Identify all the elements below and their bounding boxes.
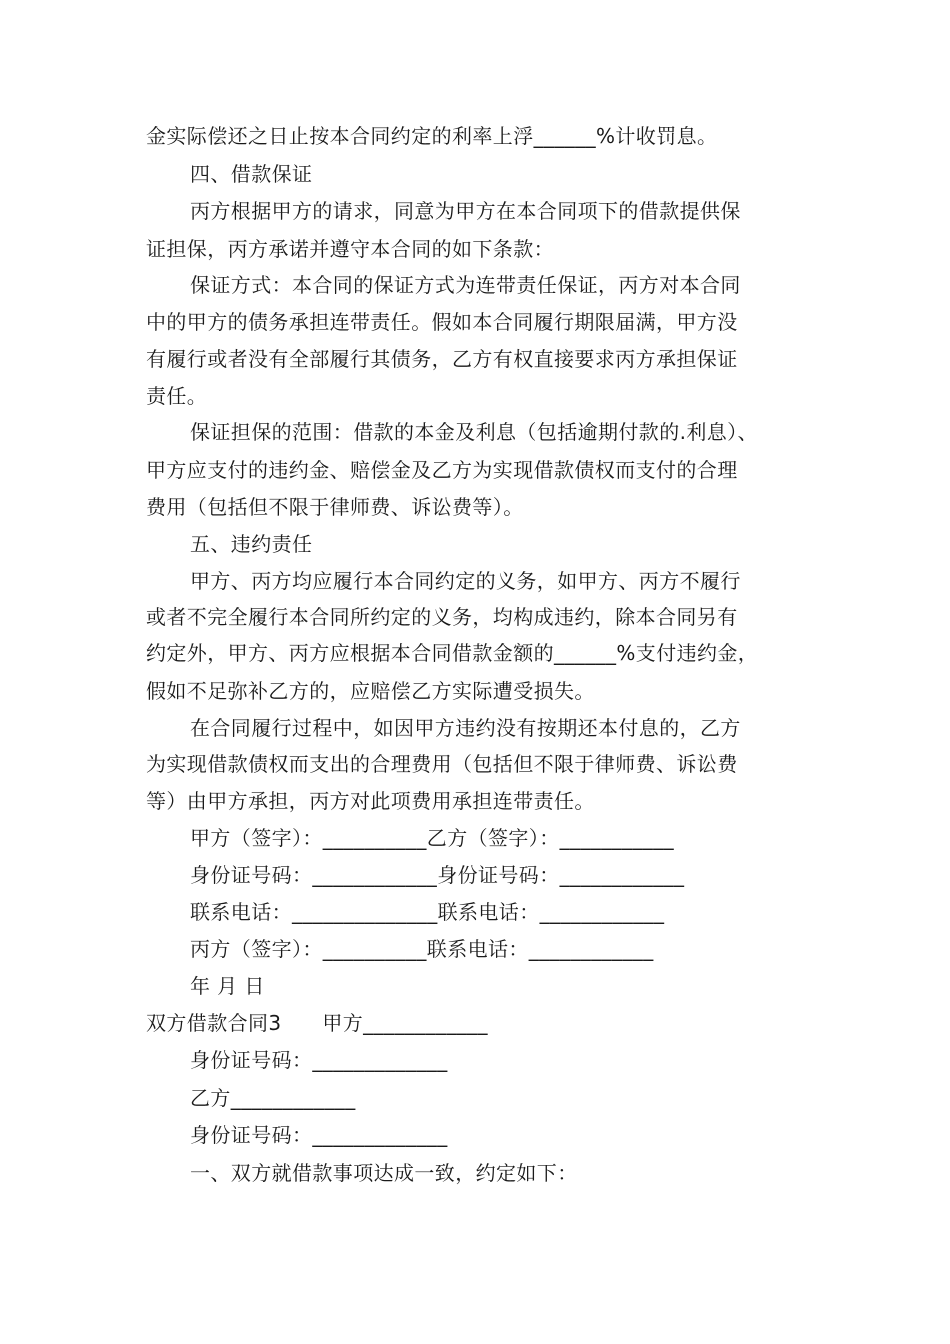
section-heading: 四、借款保证 (190, 162, 313, 186)
phone-line: 联系电话：______________联系电话：____________ (190, 900, 665, 924)
paragraph-line: 有履行或者没有全部履行其债务，乙方有权直接要求丙方承担保证 (146, 347, 738, 371)
paragraph-line: 甲方应支付的违约金、赔偿金及乙方为实现借款债权而支付的合理 (146, 458, 738, 482)
paragraph-line: 中的甲方的债务承担连带责任。假如本合同履行期限届满，甲方没 (146, 310, 738, 334)
date-line: 年 月 日 (190, 974, 265, 998)
id-number-line: 身份证号码：____________身份证号码：____________ (190, 863, 685, 887)
paragraph-line: 保证方式：本合同的保证方式为连带责任保证，丙方对本合同 (190, 273, 741, 297)
paragraph-line: 假如不足弥补乙方的，应赔偿乙方实际遭受损失。 (146, 679, 595, 703)
paragraph-line: 保证担保的范围：借款的本金及利息（包括逾期付款的.利息）、 (190, 420, 758, 444)
paragraph-line: 证担保，丙方承诺并遵守本合同的如下条款： (146, 237, 554, 261)
paragraph-line: 费用（包括但不限于律师费、诉讼费等）。 (146, 495, 524, 519)
section-heading: 一、双方就借款事项达成一致，约定如下： (190, 1161, 578, 1185)
paragraph-line: 丙方根据甲方的请求，同意为甲方在本合同项下的借款提供保 (190, 199, 741, 223)
paragraph-line: 等）由甲方承担，丙方对此项费用承担连带责任。 (146, 789, 595, 813)
section-heading: 五、违约责任 (190, 532, 313, 556)
id-number-line: 身份证号码：_____________ (190, 1123, 448, 1147)
paragraph-line: 在合同履行过程中，如因甲方违约没有按期还本付息的，乙方 (190, 716, 741, 740)
id-number-line: 身份证号码：_____________ (190, 1048, 448, 1072)
paragraph-line: 甲方、丙方均应履行本合同约定的义务，如甲方、丙方不履行 (190, 569, 741, 593)
paragraph-line: 为实现借款债权而支出的合理费用（包括但不限于律师费、诉讼费 (146, 752, 738, 776)
contract-title-line: 双方借款合同3 甲方____________ (146, 1011, 488, 1035)
paragraph-line: 约定外，甲方、丙方应根据本合同借款金额的______%支付违约金， (146, 641, 759, 665)
party-line: 乙方____________ (190, 1086, 356, 1110)
paragraph-line: 金实际偿还之日止按本合同约定的利率上浮______%计收罚息。 (146, 124, 718, 148)
signature-line: 甲方（签字）：__________乙方（签字）：___________ (190, 826, 674, 850)
paragraph-line: 或者不完全履行本合同所约定的义务，均构成违约，除本合同另有 (146, 605, 738, 629)
signature-line: 丙方（签字）：__________联系电话：____________ (190, 937, 654, 961)
paragraph-line: 责任。 (146, 384, 208, 408)
